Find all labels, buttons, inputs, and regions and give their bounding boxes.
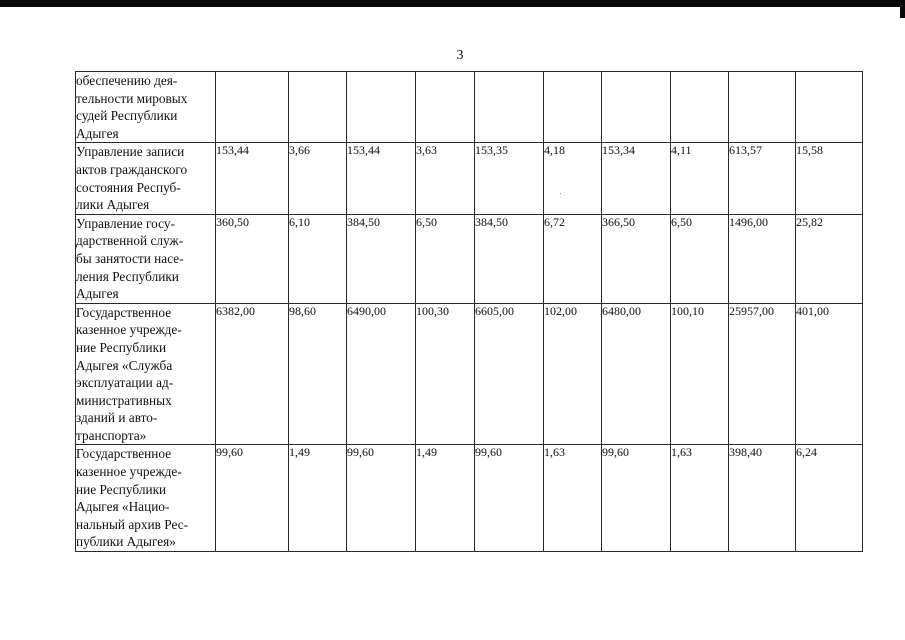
table-body xyxy=(76,72,863,552)
value-cell: 25957,00 xyxy=(729,303,796,445)
organization-name-line: ления Республики xyxy=(76,268,179,284)
value-cell: 6,50 xyxy=(671,214,729,303)
organization-name-line: дарственной служ- xyxy=(76,233,184,249)
value-cell: 4,11 xyxy=(671,143,729,214)
value-cell: 153,35 xyxy=(475,143,544,214)
value-cell: 6382,00 xyxy=(216,303,289,445)
organization-name-line: Адыгея «Служба xyxy=(76,357,173,373)
value-cell: 401,00 xyxy=(796,303,863,445)
value-cell xyxy=(475,72,544,143)
value-cell xyxy=(347,72,416,143)
value-cell: 3,66 xyxy=(289,143,347,214)
value-cell: 384,50 xyxy=(347,214,416,303)
organization-name-line: Управление записи xyxy=(76,144,185,160)
value-cell: 153,44 xyxy=(216,143,289,214)
value-cell: 1496,00 xyxy=(729,214,796,303)
value-cell: 99,60 xyxy=(347,445,416,552)
organization-name-line: зданий и авто- xyxy=(76,410,158,426)
value-cell: 1,63 xyxy=(671,445,729,552)
value-cell: 25,82 xyxy=(796,214,863,303)
organization-name-line: эксплуатации ад- xyxy=(76,375,174,391)
value-cell xyxy=(289,72,347,143)
organization-name-line: актов гражданского xyxy=(76,161,188,177)
value-cell: 6480,00 xyxy=(602,303,671,445)
value-cell xyxy=(796,72,863,143)
scan-speck xyxy=(560,193,561,194)
organization-name-line: транспорта» xyxy=(76,427,147,443)
value-cell: 6,72 xyxy=(544,214,602,303)
organization-name-cell xyxy=(76,303,216,445)
organization-name-line: ние Республики xyxy=(76,481,167,497)
organization-name-cell xyxy=(76,143,216,214)
value-cell: 1,49 xyxy=(416,445,475,552)
organization-name-cell xyxy=(76,72,216,143)
page-number: 3 xyxy=(456,48,464,63)
organization-name-line: Государственное xyxy=(76,304,172,320)
value-cell: 1,63 xyxy=(544,445,602,552)
value-cell: 99,60 xyxy=(216,445,289,552)
organization-name-line: Адыгея «Нацио- xyxy=(76,499,170,515)
value-cell: 99,60 xyxy=(602,445,671,552)
organization-name-cell xyxy=(76,214,216,303)
organization-name-cell xyxy=(76,445,216,552)
organization-name-line: Адыгея xyxy=(76,125,119,141)
value-cell: 3,63 xyxy=(416,143,475,214)
organization-name-line: Управление госу- xyxy=(76,215,175,231)
scan-right-border xyxy=(900,0,905,18)
organization-name-line: публики Адыгея» xyxy=(76,534,176,550)
organization-name-line: обеспечению дея- xyxy=(76,73,178,88)
table-row xyxy=(76,214,863,303)
value-cell: 1,49 xyxy=(289,445,347,552)
value-cell: 366,50 xyxy=(602,214,671,303)
organization-name-line: судей Республики xyxy=(76,108,178,124)
organization-name-line: Адыгея xyxy=(76,286,119,302)
table-row xyxy=(76,143,863,214)
scan-top-border xyxy=(0,0,905,7)
budget-table xyxy=(75,71,863,552)
organization-name-line: казенное учрежде- xyxy=(76,322,182,338)
organization-name-line: бы занятости насе- xyxy=(76,250,184,266)
value-cell: 6,24 xyxy=(796,445,863,552)
value-cell xyxy=(671,72,729,143)
value-cell: 398,40 xyxy=(729,445,796,552)
value-cell: 100,10 xyxy=(671,303,729,445)
value-cell xyxy=(416,72,475,143)
organization-name-line: казенное учрежде- xyxy=(76,464,182,480)
table-row xyxy=(76,445,863,552)
value-cell: 613,57 xyxy=(729,143,796,214)
value-cell: 15,58 xyxy=(796,143,863,214)
value-cell: 6,10 xyxy=(289,214,347,303)
value-cell: 4,18 xyxy=(544,143,602,214)
value-cell: 99,60 xyxy=(475,445,544,552)
value-cell: 6605,00 xyxy=(475,303,544,445)
value-cell: 98,60 xyxy=(289,303,347,445)
table-row xyxy=(76,72,863,143)
value-cell: 6,50 xyxy=(416,214,475,303)
value-cell: 100,30 xyxy=(416,303,475,445)
organization-name-line: лики Адыгея xyxy=(76,197,150,213)
value-cell xyxy=(729,72,796,143)
value-cell: 6490,00 xyxy=(347,303,416,445)
organization-name-line: министративных xyxy=(76,392,172,408)
organization-name-line: тельности мировых xyxy=(76,90,188,106)
organization-name-line: нальный архив Рес- xyxy=(76,516,189,532)
organization-name-line: состояния Респуб- xyxy=(76,179,181,195)
value-cell: 102,00 xyxy=(544,303,602,445)
value-cell: 153,34 xyxy=(602,143,671,214)
value-cell: 384,50 xyxy=(475,214,544,303)
value-cell xyxy=(544,72,602,143)
organization-name-line: Государственное xyxy=(76,446,172,462)
value-cell xyxy=(602,72,671,143)
table-row xyxy=(76,303,863,445)
value-cell xyxy=(216,72,289,143)
value-cell: 153,44 xyxy=(347,143,416,214)
value-cell: 360,50 xyxy=(216,214,289,303)
organization-name-line: ние Республики xyxy=(76,339,167,355)
